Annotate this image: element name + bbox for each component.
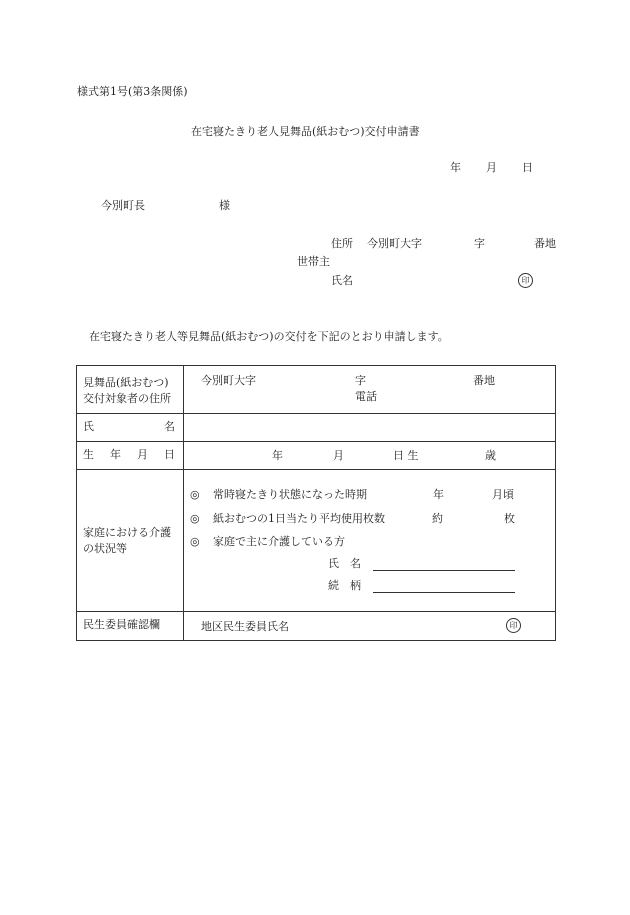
address-town: 今別町大字 [201, 374, 256, 387]
confirm-row [77, 612, 556, 641]
confirm-label: 民生委員確認欄 [83, 618, 160, 631]
care-item1-year: 年 [433, 488, 444, 501]
caregiver-relation-line[interactable] [373, 592, 515, 593]
address-banchi: 番地 [473, 374, 495, 387]
confirm-label-cell [77, 612, 184, 641]
applicant-address-town: 今別町大字 [367, 237, 422, 250]
birthdate-row [77, 442, 556, 470]
name-label-cell [77, 414, 184, 442]
document-title: 在宅寝たきり老人見舞品(紙おむつ)交付申請書 [191, 125, 420, 138]
bullet-icon: ◎ [190, 512, 200, 525]
intro-text: 在宅寝たきり老人等見舞品(紙おむつ)の交付を下記のとおり申請します。 [89, 330, 449, 343]
birth-month-label: 月 [333, 449, 344, 462]
birthdate-label-cell [77, 442, 184, 470]
care-item2-text: 紙おむつの1日当たり平均使用枚数 [213, 512, 385, 525]
care-row [77, 470, 556, 612]
date-month-label: 月 [486, 161, 497, 174]
name-label-a: 氏 [83, 420, 94, 433]
form-number: 様式第1号(第3条関係) [77, 85, 188, 98]
caregiver-relation-label: 続 柄 [328, 579, 361, 592]
address-label-line2: 交付対象者の住所 [83, 392, 171, 405]
birthdate-label-char: 年 [110, 448, 121, 461]
addressee-name: 今別町長 [101, 199, 145, 212]
birth-year-label: 年 [272, 449, 283, 462]
birthdate-input-cell[interactable] [184, 442, 556, 470]
care-item2-approx: 約 [432, 512, 443, 525]
birthdate-label-char: 生 [83, 448, 94, 461]
birth-day-label: 日 生 [393, 449, 419, 462]
bullet-icon: ◎ [190, 488, 200, 501]
care-content-cell[interactable] [184, 470, 556, 612]
applicant-name-label: 氏名 [331, 274, 353, 287]
name-label-b: 名 [164, 420, 175, 433]
care-item1-month: 月頃 [492, 488, 514, 501]
date-day-label: 日 [522, 161, 533, 174]
applicant-aza: 字 [474, 237, 485, 250]
address-row [77, 366, 556, 414]
caregiver-name-line[interactable] [373, 570, 515, 571]
birthdate-label-char: 日 [164, 448, 175, 461]
addressee-honorific: 様 [219, 199, 230, 212]
name-row [77, 414, 556, 442]
confirm-content-cell[interactable] [184, 612, 556, 641]
confirm-seal-icon: 印 [506, 618, 521, 633]
care-item3-text: 家庭で主に介護している方 [213, 535, 345, 548]
applicant-address-label: 住所 [331, 237, 353, 250]
care-label-cell [77, 470, 184, 612]
applicant-householder-label: 世帯主 [297, 255, 330, 268]
care-item2-unit: 枚 [504, 512, 515, 525]
bullet-icon: ◎ [190, 535, 200, 548]
address-label-cell [77, 366, 184, 414]
address-aza: 字 [355, 374, 366, 387]
address-input-cell[interactable] [184, 366, 556, 414]
care-label-line2: の状況等 [83, 541, 127, 555]
applicant-banchi: 番地 [534, 237, 556, 250]
care-item1-text: 常時寝たきり状態になった時期 [213, 488, 367, 501]
date-year-label: 年 [450, 161, 461, 174]
address-phone-label: 電話 [355, 390, 377, 403]
district-commissioner-name-label: 地区民生委員氏名 [201, 620, 289, 633]
age-label: 歳 [485, 449, 496, 462]
care-label-line1: 家庭における介護 [83, 525, 171, 539]
applicant-seal-icon: 印 [518, 273, 533, 288]
caregiver-name-label: 氏 名 [328, 557, 361, 570]
birthdate-label-char: 月 [137, 448, 148, 461]
address-label-line1: 見舞品(紙おむつ) [83, 376, 169, 389]
name-input-cell[interactable] [184, 414, 556, 442]
application-table [76, 365, 556, 641]
